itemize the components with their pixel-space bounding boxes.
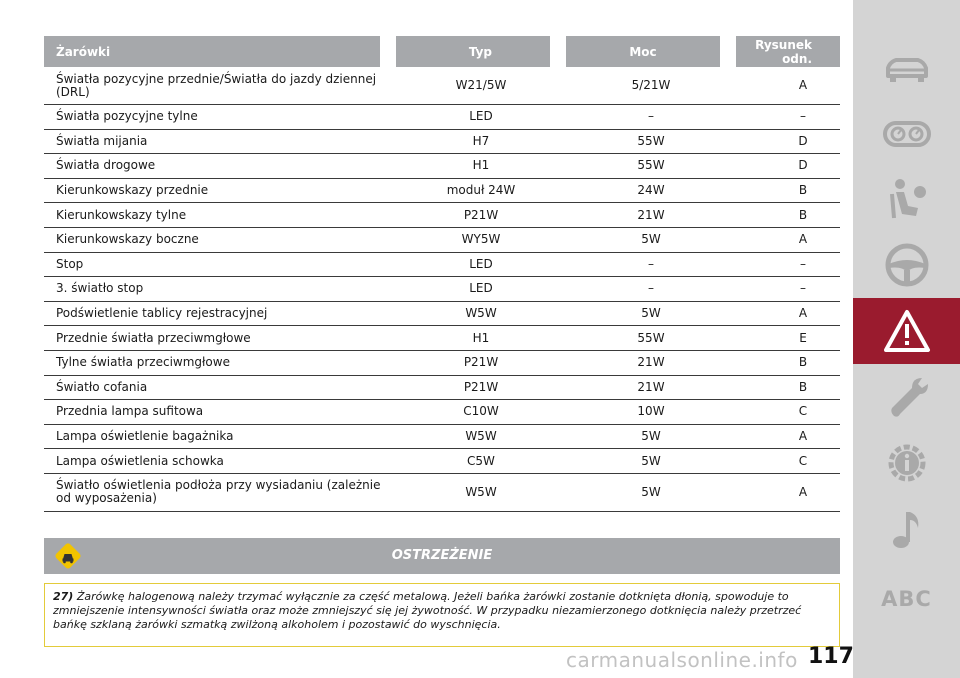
cell-power: 21W xyxy=(566,203,736,228)
cell-figure-ref: A xyxy=(736,425,840,450)
gear-info-icon xyxy=(882,440,932,486)
sidebar-item-technical-data[interactable] xyxy=(853,430,960,496)
cell-type: C5W xyxy=(396,449,566,474)
cell-type: H7 xyxy=(396,130,566,155)
warning-title: OSTRZEŻENIE xyxy=(391,548,493,563)
table-row xyxy=(44,277,840,302)
seat-airbag-icon xyxy=(882,176,932,222)
cell-figure-ref: B xyxy=(736,376,840,401)
cell-power: 5W xyxy=(566,228,736,253)
cell-power: 5/21W xyxy=(566,67,736,105)
bulb-table-section xyxy=(44,36,840,512)
table-row xyxy=(44,351,840,376)
cell-power: 21W xyxy=(566,376,736,401)
cell-bulb: Stop xyxy=(44,253,396,278)
sidebar-item-maintenance[interactable] xyxy=(853,364,960,430)
cell-bulb: Tylne światła przeciwmgłowe xyxy=(44,351,396,376)
sidebar-item-safety[interactable] xyxy=(853,166,960,232)
table-row xyxy=(44,474,840,512)
cell-figure-ref: B xyxy=(736,351,840,376)
table-row xyxy=(44,302,840,327)
music-note-icon xyxy=(882,506,932,552)
table-header-row xyxy=(44,36,840,67)
cell-bulb: Światła drogowe xyxy=(44,154,396,179)
cell-figure-ref: E xyxy=(736,326,840,351)
header-bulbs: Żarówki xyxy=(44,36,396,67)
cell-bulb: Światło cofania xyxy=(44,376,396,401)
cell-power: 55W xyxy=(566,130,736,155)
table-row xyxy=(44,449,840,474)
table-row xyxy=(44,400,840,425)
chapter-sidebar xyxy=(853,0,960,678)
sidebar-item-dashboard[interactable] xyxy=(853,101,960,167)
cell-bulb: Światło oświetlenia podłoża przy wysiadaniu (zależnie od wyposażenia) xyxy=(44,474,396,512)
cell-type: moduł 24W xyxy=(396,179,566,204)
cell-bulb: Kierunkowskazy przednie xyxy=(44,179,396,204)
warning-note-number: 27) xyxy=(53,590,74,603)
car-icon xyxy=(882,46,932,92)
table-row xyxy=(44,67,840,105)
cell-bulb: Kierunkowskazy boczne xyxy=(44,228,396,253)
cell-power: 55W xyxy=(566,326,736,351)
index-label: ABC xyxy=(881,587,932,611)
cell-power: 21W xyxy=(566,351,736,376)
table-row xyxy=(44,326,840,351)
cell-power: – xyxy=(566,253,736,278)
wrench-icon xyxy=(882,374,932,420)
sidebar-item-multimedia[interactable] xyxy=(853,496,960,562)
cell-figure-ref: B xyxy=(736,179,840,204)
table-row xyxy=(44,130,840,155)
warning-triangle-icon xyxy=(882,308,932,354)
cell-power: 24W xyxy=(566,179,736,204)
cell-power: 5W xyxy=(566,302,736,327)
cell-type: P21W xyxy=(396,351,566,376)
cell-power: – xyxy=(566,105,736,130)
cell-bulb: 3. światło stop xyxy=(44,277,396,302)
sidebar-item-emergency[interactable] xyxy=(853,298,960,364)
table-row xyxy=(44,425,840,450)
cell-type: P21W xyxy=(396,376,566,401)
table-row xyxy=(44,105,840,130)
cell-power: 5W xyxy=(566,425,736,450)
cell-power: 55W xyxy=(566,154,736,179)
cell-bulb: Światła pozycyjne tylne xyxy=(44,105,396,130)
cell-figure-ref: A xyxy=(736,474,840,512)
header-figure-ref: Rysunek odn. xyxy=(736,36,840,67)
table-row xyxy=(44,203,840,228)
header-type: Typ xyxy=(396,36,566,67)
cell-bulb: Podświetlenie tablicy rejestracyjnej xyxy=(44,302,396,327)
cell-type: H1 xyxy=(396,326,566,351)
cell-figure-ref: – xyxy=(736,253,840,278)
cell-power: 10W xyxy=(566,400,736,425)
cell-figure-ref: C xyxy=(736,449,840,474)
watermark: carmanualsonline.info xyxy=(566,648,798,672)
cell-bulb: Przednie światła przeciwmgłowe xyxy=(44,326,396,351)
cell-bulb: Lampa oświetlenia schowka xyxy=(44,449,396,474)
cell-bulb: Światła mijania xyxy=(44,130,396,155)
cell-figure-ref: B xyxy=(736,203,840,228)
table-row xyxy=(44,228,840,253)
cell-bulb: Światła pozycyjne przednie/Światła do jazdy dziennej (DRL) xyxy=(44,67,396,105)
sidebar-item-driving[interactable] xyxy=(853,232,960,298)
table-row xyxy=(44,376,840,401)
cell-figure-ref: A xyxy=(736,302,840,327)
cell-type: W5W xyxy=(396,474,566,512)
cell-figure-ref: – xyxy=(736,105,840,130)
cell-type: C10W xyxy=(396,400,566,425)
cell-type: LED xyxy=(396,253,566,278)
table-row xyxy=(44,179,840,204)
cell-type: W5W xyxy=(396,425,566,450)
warning-note-text: Żarówkę halogenową należy trzymać wyłącznie za część metalową. Jeżeli bańka żarówki zostanie dotknięta dłonią, spowoduje to zmniejszenie intensywności światła oraz może zmniejszyć się jej żywotność. W przypadku niezamierzonego dotknięcia należy przetrzeć bańkę szklaną żarówki szmatką zwilżoną alkoholem i pozostawić do wyschnięcia. xyxy=(53,590,802,631)
cell-figure-ref: D xyxy=(736,130,840,155)
warning-note xyxy=(44,583,840,647)
cell-power: 5W xyxy=(566,474,736,512)
cell-type: P21W xyxy=(396,203,566,228)
steering-wheel-icon xyxy=(882,242,932,288)
cell-type: W5W xyxy=(396,302,566,327)
bulb-table xyxy=(44,36,840,512)
cell-figure-ref: A xyxy=(736,67,840,105)
page-number: 117 xyxy=(808,644,854,669)
sidebar-item-car[interactable] xyxy=(853,36,960,102)
header-power: Moc xyxy=(566,36,736,67)
table-row xyxy=(44,253,840,278)
cell-figure-ref: D xyxy=(736,154,840,179)
cell-power: 5W xyxy=(566,449,736,474)
cell-figure-ref: C xyxy=(736,400,840,425)
cell-type: LED xyxy=(396,277,566,302)
cell-bulb: Kierunkowskazy tylne xyxy=(44,203,396,228)
table-row xyxy=(44,154,840,179)
cell-type: W21/5W xyxy=(396,67,566,105)
cell-figure-ref: – xyxy=(736,277,840,302)
cell-type: LED xyxy=(396,105,566,130)
cell-figure-ref: A xyxy=(736,228,840,253)
cell-bulb: Przednia lampa sufitowa xyxy=(44,400,396,425)
cell-type: WY5W xyxy=(396,228,566,253)
dashboard-gauges-icon xyxy=(882,111,932,157)
cell-power: – xyxy=(566,277,736,302)
cell-type: H1 xyxy=(396,154,566,179)
sidebar-item-index[interactable] xyxy=(853,566,960,632)
cell-bulb: Lampa oświetlenie bagażnika xyxy=(44,425,396,450)
warning-header xyxy=(44,538,840,574)
